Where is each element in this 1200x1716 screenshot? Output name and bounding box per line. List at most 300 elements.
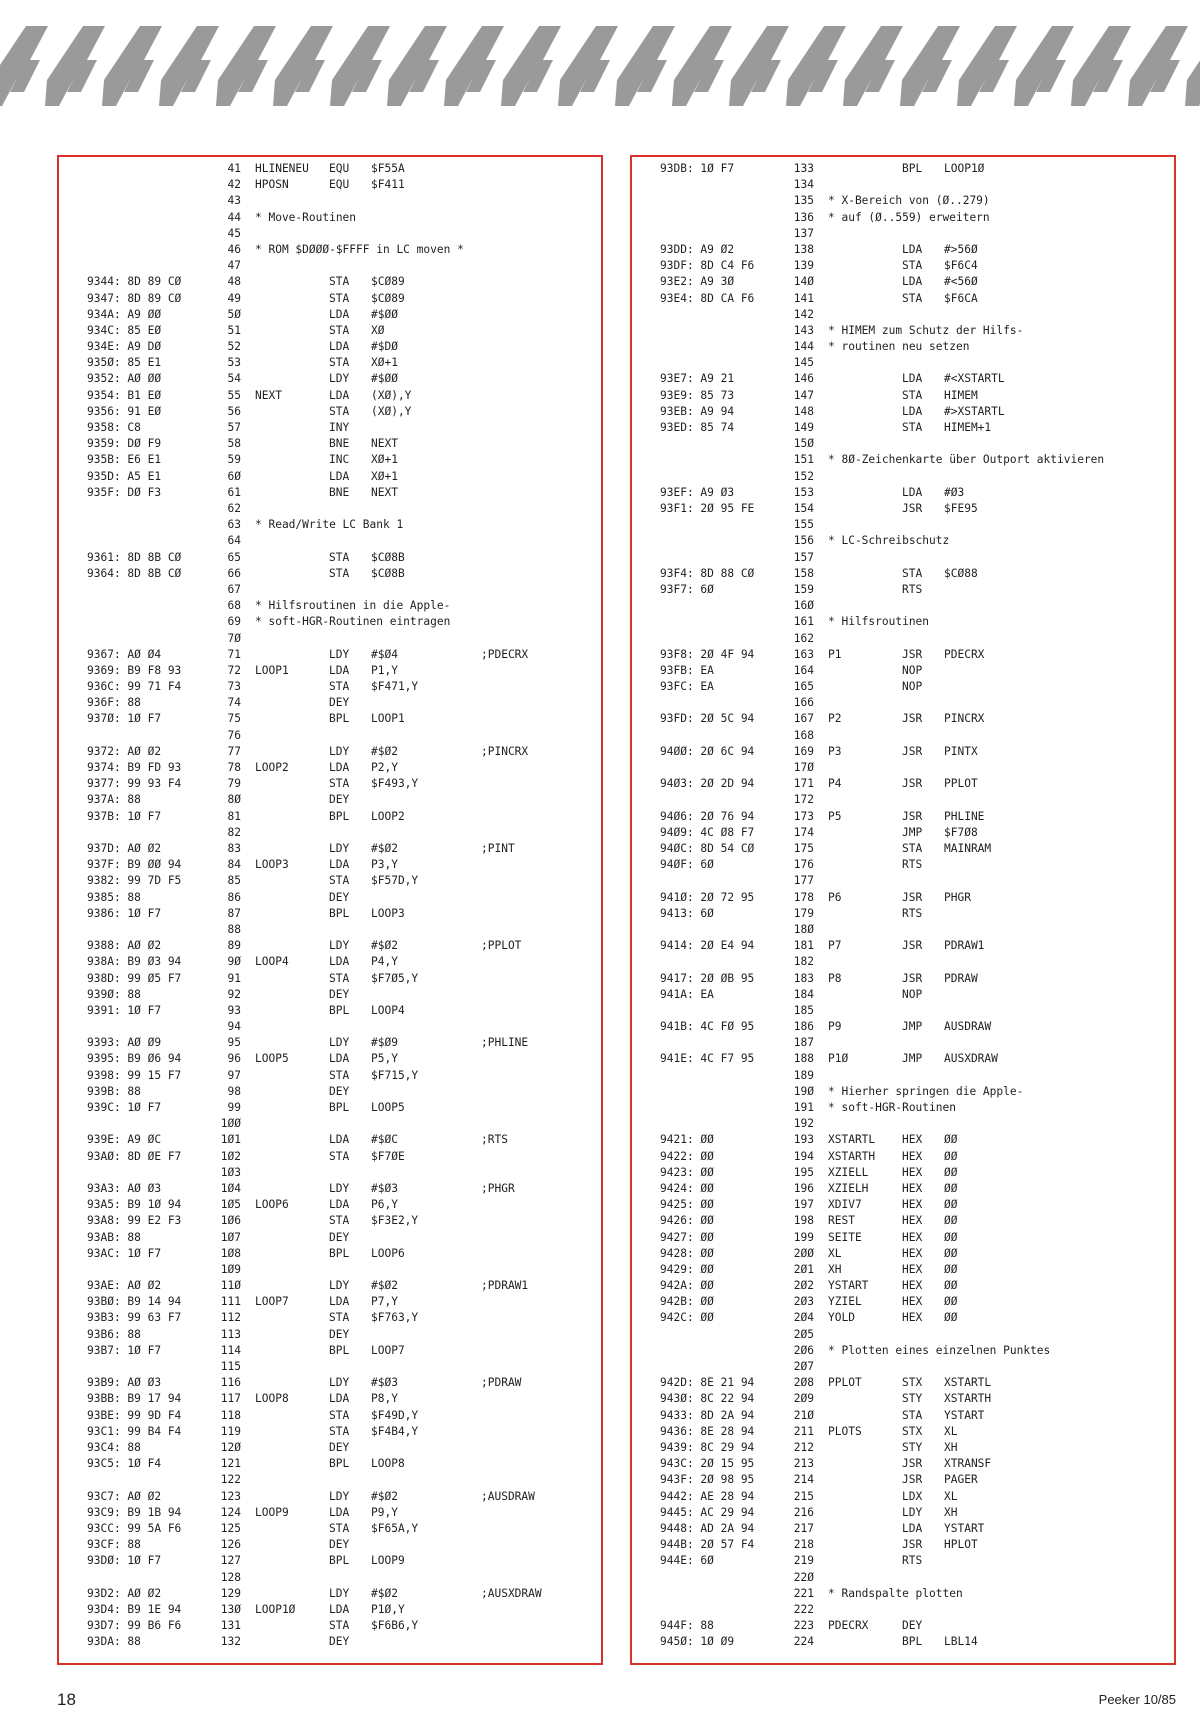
listing-operand: ØØ: [944, 1311, 958, 1325]
listing-line-number: 71: [227, 647, 241, 661]
listing-operand: XTRANSF: [944, 1457, 992, 1471]
listing-label: REST: [828, 1214, 855, 1228]
listing-address: 9358: C8: [87, 421, 141, 435]
listing-operand: $F65A,Y: [371, 1521, 419, 1535]
listing-panel-right: [630, 155, 1176, 1665]
listing-address: 9382: 99 7D F5: [87, 874, 182, 888]
listing-comment: * soft-HGR-Routinen: [828, 1101, 956, 1115]
listing-line-number: 144: [793, 340, 814, 354]
listing-address: 93FD: 2Ø 5C 94: [660, 712, 755, 726]
listing-label: HLINENEU: [255, 162, 309, 175]
listing-operand: ØØ: [944, 1279, 958, 1293]
listing-line-number: 219: [793, 1554, 814, 1568]
listing-line-number: 146: [793, 372, 814, 386]
listing-operand: AUSDRAW: [944, 1020, 992, 1034]
listing-line-number: 148: [793, 404, 814, 418]
listing-address: 941A: EA: [660, 987, 714, 1001]
listing-opcode: JMP: [902, 1020, 923, 1034]
listing-line-number: 63: [227, 518, 241, 532]
listing-line-number: 11Ø: [220, 1279, 241, 1293]
listing-line-number: 75: [227, 712, 241, 726]
listing-address: 937Ø: 1Ø F7: [87, 712, 162, 726]
listing-line-number: 48: [227, 275, 241, 289]
listing-line-number: 21Ø: [793, 1408, 814, 1422]
listing-opcode: LDA: [329, 1052, 350, 1066]
listing-address: 93B6: 88: [87, 1327, 141, 1341]
listing-opcode: HEX: [902, 1149, 923, 1163]
listing-line-number: 83: [227, 841, 241, 855]
listing-address: 935F: DØ F3: [87, 485, 162, 499]
listing-address: 93FC: EA: [660, 680, 714, 694]
listing-line-number: 167: [793, 712, 814, 726]
listing-opcode: LDA: [902, 372, 923, 386]
listing-line-number: 133: [793, 162, 814, 175]
listing-line-number: 53: [227, 356, 241, 370]
listing-address: 9369: B9 F8 93: [87, 663, 182, 677]
listing-opcode: STY: [902, 1392, 923, 1406]
listing-address: 944B: 2Ø 57 F4: [660, 1538, 755, 1552]
listing-line-number: 46: [227, 242, 241, 256]
listing-opcode: JSR: [902, 890, 923, 904]
listing-opcode: RTS: [902, 582, 923, 596]
listing-address: 93D4: B9 1E 94: [87, 1602, 182, 1616]
listing-line-number: 72: [227, 663, 241, 677]
listing-address: 94Ø6: 2Ø 76 94: [660, 809, 755, 823]
listing-line-number: 69: [227, 615, 241, 629]
listing-address: 9344: 8D 89 CØ: [87, 275, 182, 289]
listing-address: 943C: 2Ø 15 95: [660, 1457, 755, 1471]
listing-line-number: 55: [227, 388, 241, 402]
listing-operand: XØ+1: [371, 356, 398, 370]
listing-line-number: 67: [227, 582, 241, 596]
listing-opcode: HEX: [902, 1133, 923, 1147]
listing-address: 939B: 88: [87, 1084, 141, 1098]
listing-line-number: 119: [220, 1424, 241, 1438]
listing-operand: AUSXDRAW: [944, 1052, 998, 1066]
listing-opcode: LDA: [329, 858, 350, 872]
listing-opcode: LDA: [329, 663, 350, 677]
listing-opcode: DEY: [329, 1327, 350, 1341]
listing-opcode: LDA: [329, 1198, 350, 1212]
listing-opcode: STA: [902, 1408, 923, 1422]
listing-operand: #$ØØ: [371, 372, 398, 386]
listing-line-number: 224: [793, 1635, 814, 1649]
listing-operand: LBL14: [944, 1635, 978, 1649]
listing-line-number: 2Ø7: [793, 1360, 814, 1374]
listing-address: 93A5: B9 1Ø 94: [87, 1198, 182, 1212]
listing-remark: ;PDRAW: [481, 1376, 522, 1390]
listing-operand: $CØ89: [371, 275, 405, 289]
listing-line-number: 152: [793, 469, 814, 483]
listing-operand: $F715,Y: [371, 1068, 419, 1082]
listing-line-number: 79: [227, 777, 241, 791]
listing-operand: #$Ø2: [371, 1489, 398, 1503]
listing-address: 9352: AØ ØØ: [87, 372, 162, 386]
listing-label: PDECRX: [828, 1619, 869, 1633]
listing-operand: NEXT: [371, 437, 398, 451]
listing-address: 93BB: B9 17 94: [87, 1392, 182, 1406]
listing-line-number: 192: [793, 1117, 814, 1131]
listing-operand: $CØ88: [944, 566, 978, 580]
listing-label: LOOP3: [255, 858, 289, 872]
listing-operand: $F6C4: [944, 259, 978, 273]
listing-panel-left: [57, 155, 603, 1665]
listing-line-number: 12Ø: [220, 1441, 241, 1454]
listing-address: 9364: 8D 8B CØ: [87, 566, 182, 580]
listing-operand: P5,Y: [371, 1052, 398, 1066]
listing-line-number: 95: [227, 1036, 241, 1050]
listing-address: 944E: 6Ø: [660, 1554, 714, 1568]
listing-label: XZIELH: [828, 1181, 869, 1195]
listing-line-number: 165: [793, 680, 814, 694]
listing-opcode: LDA: [329, 955, 350, 969]
band-shape: [615, 26, 675, 106]
listing-operand: LOOP9: [371, 1554, 405, 1568]
listing-opcode: STA: [329, 1311, 350, 1325]
listing-operand: XH: [944, 1441, 958, 1454]
listing-line-number: 122: [220, 1473, 241, 1487]
listing-operand: PINTX: [944, 744, 978, 758]
listing-opcode: STA: [329, 1408, 350, 1422]
listing-address: 9367: AØ Ø4: [87, 647, 162, 661]
listing-line-number: 162: [793, 631, 814, 645]
listing-address: 943Ø: 8C 22 94: [660, 1392, 755, 1406]
listing-opcode: STA: [329, 1149, 350, 1163]
listing-operand: HIMEM+1: [944, 421, 992, 435]
band-shape: [501, 26, 561, 106]
listing-operand: PINCRX: [944, 712, 985, 726]
band-shape: [1071, 26, 1131, 106]
listing-operand: #>56Ø: [944, 242, 978, 256]
listing-line-number: 197: [793, 1198, 814, 1212]
listing-operand: P8,Y: [371, 1392, 398, 1406]
listing-operand: LOOP1Ø: [944, 162, 985, 175]
listing-label: LOOP8: [255, 1392, 289, 1406]
listing-operand: $F3E2,Y: [371, 1214, 419, 1228]
listing-operand: ØØ: [944, 1262, 958, 1276]
listing-operand: $F55A: [371, 162, 405, 175]
listing-line-number: 81: [227, 809, 241, 823]
listing-address: 941E: 4C F7 95: [660, 1052, 755, 1066]
listing-comment: * Randspalte plotten: [828, 1586, 963, 1600]
listing-line-number: 77: [227, 744, 241, 758]
listing-line-number: 5Ø: [227, 307, 241, 321]
listing-operand: ØØ: [944, 1295, 958, 1309]
listing-opcode: JSR: [902, 777, 923, 791]
listing-line-number: 117: [220, 1392, 241, 1406]
listing-line-number: 214: [793, 1473, 814, 1487]
listing-opcode: STA: [329, 874, 350, 888]
listing-label: P8: [828, 971, 842, 985]
listing-opcode: STA: [329, 275, 350, 289]
listing-line-number: 181: [793, 939, 814, 953]
listing-opcode: LDA: [329, 761, 350, 775]
listing-operand: $CØ89: [371, 291, 405, 305]
listing-address: 93DF: 8D C4 F6: [660, 259, 755, 273]
listing-address: 942D: 8E 21 94: [660, 1376, 755, 1390]
listing-opcode: LDX: [902, 1489, 923, 1503]
listing-line-number: 8Ø: [227, 793, 241, 807]
listing-opcode: RTS: [902, 858, 923, 872]
listing-label: XSTARTH: [828, 1149, 876, 1163]
band-shape: [273, 26, 333, 106]
listing-address: 9413: 6Ø: [660, 906, 714, 920]
listing-opcode: LDY: [329, 744, 350, 758]
listing-address: 935Ø: 85 E1: [87, 356, 162, 370]
listing-address: 9445: AC 29 94: [660, 1505, 755, 1519]
listing-address: 94ØØ: 2Ø 6C 94: [660, 744, 755, 758]
listing-line-number: 116: [220, 1376, 241, 1390]
listing-line-number: 127: [220, 1554, 241, 1568]
listing-opcode: LDA: [329, 1505, 350, 1519]
listing-address: 93AB: 88: [87, 1230, 141, 1244]
page-number: 18: [57, 1690, 76, 1709]
listing-comment: * Move-Routinen: [255, 210, 357, 224]
listing-remark: ;AUSDRAW: [481, 1489, 535, 1503]
listing-line-number: 168: [793, 728, 814, 742]
listing-line-number: 68: [227, 599, 241, 613]
listing-address: 9425: ØØ: [660, 1198, 714, 1212]
listing-opcode: LDA: [902, 242, 923, 256]
listing-line-number: 19Ø: [793, 1084, 814, 1098]
listing-line-number: 13Ø: [220, 1602, 241, 1616]
listing-comment: * soft-HGR-Routinen eintragen: [255, 615, 451, 629]
band-shape: [45, 26, 105, 106]
listing-address: 93F8: 2Ø 4F 94: [660, 647, 755, 661]
listing-address: 9421: ØØ: [660, 1133, 714, 1147]
listing-label: HPOSN: [255, 178, 289, 192]
listing-address: 93FB: EA: [660, 663, 714, 677]
listing-operand: $F6CA: [944, 291, 978, 305]
listing-address: 9442: AE 28 94: [660, 1489, 755, 1503]
listing-line-number: 172: [793, 793, 814, 807]
listing-opcode: JSR: [902, 939, 923, 953]
listing-line-number: 158: [793, 566, 814, 580]
listing-address: 9388: AØ Ø2: [87, 939, 162, 953]
listing-address: 939E: A9 ØC: [87, 1133, 162, 1147]
band-shape: [786, 26, 846, 106]
listing-operand: NEXT: [371, 485, 398, 499]
listing-line-number: 124: [220, 1505, 241, 1519]
listing-address: 936C: 99 71 F4: [87, 680, 182, 694]
listing-address: 9427: ØØ: [660, 1230, 714, 1244]
listing-opcode: JMP: [902, 1052, 923, 1066]
listing-label: P9: [828, 1020, 842, 1034]
band-shape: [330, 26, 390, 106]
listing-line-number: 174: [793, 825, 814, 839]
listing-line-number: 215: [793, 1489, 814, 1503]
listing-address: 9436: 8E 28 94: [660, 1424, 755, 1438]
listing-label: LOOP9: [255, 1505, 289, 1519]
listing-line-number: 15Ø: [793, 437, 814, 451]
listing-operand: ØØ: [944, 1230, 958, 1244]
listing-opcode: HEX: [902, 1181, 923, 1195]
listing-opcode: LDY: [902, 1505, 923, 1519]
listing-opcode: LDY: [329, 372, 350, 386]
listing-opcode: LDA: [329, 388, 350, 402]
listing-line-number: 129: [220, 1586, 241, 1600]
listing-line-number: 147: [793, 388, 814, 402]
listing-operand: XL: [944, 1489, 958, 1503]
listing-address: 937B: 1Ø F7: [87, 809, 162, 823]
listing-line-number: 194: [793, 1149, 814, 1163]
listing-opcode: JSR: [902, 712, 923, 726]
band-shape: [102, 26, 162, 106]
listing-address: 945Ø: 1Ø Ø9: [660, 1635, 735, 1649]
listing-operand: PHGR: [944, 890, 971, 904]
listing-operand: HPLOT: [944, 1538, 978, 1552]
listing-address: 9423: ØØ: [660, 1165, 714, 1179]
listing-line-number: 82: [227, 825, 241, 839]
listing-operand: #$Ø2: [371, 841, 398, 855]
listing-line-number: 169: [793, 744, 814, 758]
listing-remark: ;PDECRX: [481, 647, 529, 661]
listing-operand: XH: [944, 1505, 958, 1519]
listing-address: 939C: 1Ø F7: [87, 1101, 162, 1115]
listing-line-number: 184: [793, 987, 814, 1001]
listing-line-number: 2Ø6: [793, 1343, 814, 1357]
listing-address: 93EB: A9 94: [660, 404, 735, 418]
listing-line-number: 136: [793, 210, 814, 224]
listing-line-number: 1ØØ: [220, 1117, 241, 1131]
listing-address: 93C5: 1Ø F4: [87, 1457, 162, 1471]
listing-line-number: 183: [793, 971, 814, 985]
listing-operand: #$Ø3: [371, 1376, 398, 1390]
listing-line-number: 43: [227, 194, 241, 208]
listing-opcode: STA: [329, 1521, 350, 1535]
listing-line-number: 163: [793, 647, 814, 661]
listing-line-number: 159: [793, 582, 814, 596]
listing-address: 93DD: A9 Ø2: [660, 242, 735, 256]
listing-operand: #$ØØ: [371, 307, 398, 321]
listing-comment: * ROM $DØØØ-$FFFF in LC moven *: [255, 242, 464, 256]
listing-address: 9347: 8D 89 CØ: [87, 291, 182, 305]
listing-address: 9359: DØ F9: [87, 437, 162, 451]
listing-address: 93ED: 85 74: [660, 421, 735, 435]
listing-remark: ;PINCRX: [481, 744, 529, 758]
listing-opcode: STA: [329, 356, 350, 370]
listing-opcode: HEX: [902, 1198, 923, 1212]
listing-opcode: BNE: [329, 485, 350, 499]
listing-opcode: STA: [902, 841, 923, 855]
listing-address: 93F1: 2Ø 95 FE: [660, 501, 755, 515]
listing-operand: XØ+1: [371, 469, 398, 483]
listing-remark: ;PDRAW1: [481, 1279, 529, 1293]
listing-line-number: 45: [227, 226, 241, 240]
listing-line-number: 44: [227, 210, 241, 224]
listing-line-number: 76: [227, 728, 241, 742]
listing-opcode: JSR: [902, 1457, 923, 1471]
listing-opcode: LDY: [329, 1036, 350, 1050]
listing-opcode: LDY: [329, 1489, 350, 1503]
listing-line-number: 118: [220, 1408, 241, 1422]
listing-line-number: 137: [793, 226, 814, 240]
listing-label: YZIEL: [828, 1295, 862, 1309]
listing-line-number: 139: [793, 259, 814, 273]
listing-line-number: 221: [793, 1586, 814, 1600]
listing-opcode: BPL: [329, 1457, 350, 1471]
listing-line-number: 188: [793, 1052, 814, 1066]
listing-line-number: 211: [793, 1424, 814, 1438]
listing-opcode: LDY: [329, 1279, 350, 1293]
listing-label: XDIV7: [828, 1198, 862, 1212]
listing-comment: * Hilfsroutinen: [828, 615, 930, 629]
listing-line-number: 85: [227, 874, 241, 888]
listing-address: 937F: B9 ØØ 94: [87, 858, 182, 872]
listing-opcode: STA: [329, 291, 350, 305]
listing-opcode: JSR: [902, 1473, 923, 1487]
listing-opcode: LDY: [329, 1376, 350, 1390]
listing-line-number: 222: [793, 1602, 814, 1616]
listing-label: XL: [828, 1246, 842, 1260]
listing-opcode: HEX: [902, 1279, 923, 1293]
listing-address: 93B9: AØ Ø3: [87, 1376, 162, 1390]
listing-line-number: 89: [227, 939, 241, 953]
listing-address: 93D2: AØ Ø2: [87, 1586, 162, 1600]
listing-opcode: LDA: [329, 469, 350, 483]
listing-label: LOOP7: [255, 1295, 289, 1309]
listing-address: 9424: ØØ: [660, 1181, 714, 1195]
listing-opcode: NOP: [902, 663, 923, 677]
listing-comment: * routinen neu setzen: [828, 340, 970, 354]
listing-comment: * Hilfsroutinen in die Apple-: [255, 599, 451, 613]
listing-address: 93CF: 88: [87, 1538, 141, 1552]
listing-remark: ;AUSXDRAW: [481, 1586, 542, 1600]
listing-address: 9356: 91 EØ: [87, 404, 162, 418]
listing-line-number: 171: [793, 777, 814, 791]
listing-opcode: LDA: [329, 307, 350, 321]
listing-operand: XØ+1: [371, 453, 398, 467]
listing-address: 9391: 1Ø F7: [87, 1003, 162, 1017]
listing-opcode: STA: [329, 777, 350, 791]
listing-line-number: 142: [793, 307, 814, 321]
listing-opcode: JSR: [902, 971, 923, 985]
listing-opcode: DEY: [329, 987, 350, 1001]
listing-address: 93BØ: B9 14 94: [87, 1295, 182, 1309]
listing-operand: #>XSTARTL: [944, 404, 1005, 418]
listing-comment: * X-Bereich von (Ø..279): [828, 194, 990, 208]
listing-opcode: BPL: [329, 712, 350, 726]
listing-operand: ØØ: [944, 1133, 958, 1147]
listing-operand: P4,Y: [371, 955, 398, 969]
listing-remark: ;PHGR: [481, 1181, 515, 1195]
listing-label: LOOP6: [255, 1198, 289, 1212]
listing-line-number: 1Ø1: [220, 1133, 241, 1147]
listing-operand: $F7ØE: [371, 1149, 405, 1163]
listing-operand: $CØ8B: [371, 550, 405, 564]
listing-address: 93DB: 1Ø F7: [660, 162, 735, 175]
listing-label: P7: [828, 939, 842, 953]
listing-line-number: 58: [227, 437, 241, 451]
listing-line-number: 65: [227, 550, 241, 564]
listing-operand: P1Ø,Y: [371, 1602, 405, 1616]
listing-opcode: BNE: [329, 437, 350, 451]
band-shape: [159, 26, 219, 106]
listing-line-number: 128: [220, 1570, 241, 1584]
listing-opcode: LDA: [902, 485, 923, 499]
listing-address: 93C4: 88: [87, 1441, 141, 1454]
listing-line-number: 155: [793, 518, 814, 532]
listing-address: 9439: 8C 29 94: [660, 1441, 755, 1454]
listing-operand: MAINRAM: [944, 841, 992, 855]
listing-address: 9386: 1Ø F7: [87, 906, 162, 920]
listing-address: 93EF: A9 Ø3: [660, 485, 735, 499]
listing-address: 938A: B9 Ø3 94: [87, 955, 182, 969]
listing-opcode: STA: [902, 566, 923, 580]
listing-operand: #<XSTARTL: [944, 372, 1005, 386]
listing-line-number: 2Ø8: [793, 1376, 814, 1390]
listing-remark: ;PPLOT: [481, 939, 522, 953]
